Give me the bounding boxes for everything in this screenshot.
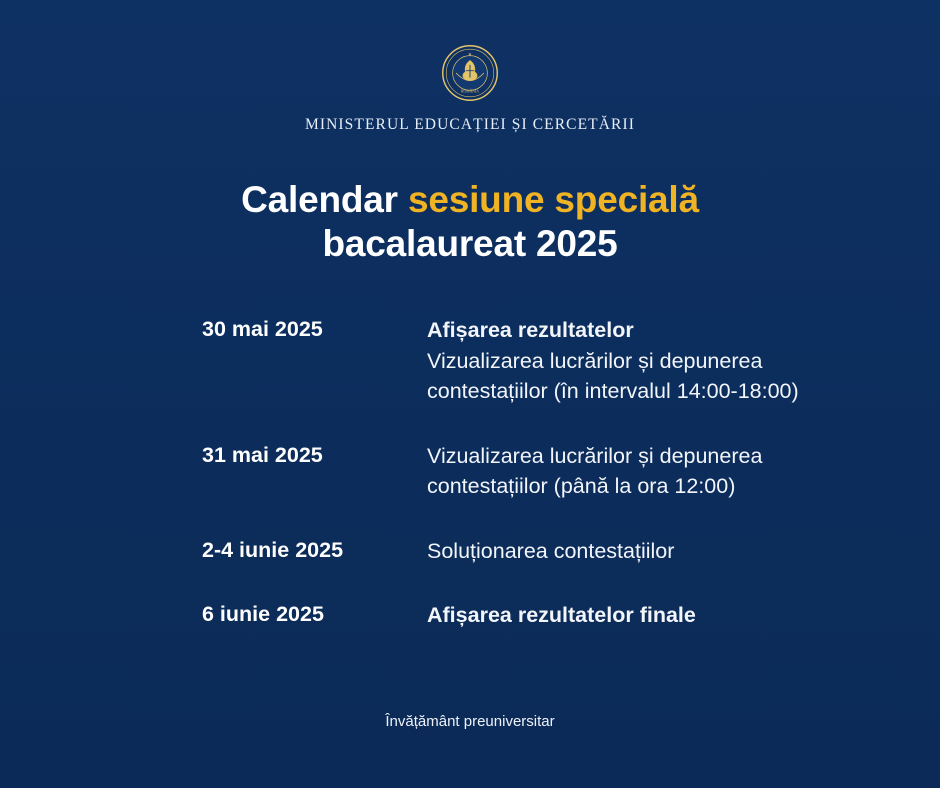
schedule-date: 30 mai 2025: [202, 317, 323, 342]
schedule-description-bold: Afișarea rezultatelor: [427, 318, 634, 343]
footer-note: Învățământ preuniversitar: [385, 713, 555, 730]
schedule-description: [427, 600, 850, 631]
ministry-name: MINISTERUL EDUCAȚIEI ȘI CERCETĂRII: [304, 116, 635, 133]
title-accent-part: sesiune specială: [407, 179, 699, 220]
schedule-date: 2-4 iunie 2025: [202, 537, 344, 562]
schedule-description: [427, 536, 850, 567]
title-line-1: [241, 178, 699, 222]
schedule-row: [202, 315, 850, 407]
schedule-description: [427, 441, 850, 502]
schedule-description: [427, 315, 850, 407]
schedule-row: [202, 600, 850, 631]
schedule-list: [90, 315, 850, 631]
romania-coat-of-arms-icon: [441, 44, 499, 102]
title-plain-part: Calendar: [241, 179, 408, 220]
schedule-description-normal: Soluționarea contestațiilor: [427, 538, 675, 563]
schedule-date: 31 mai 2025: [202, 442, 323, 467]
schedule-description-normal: Vizualizarea lucrărilor și depunerea contestațiilor (în intervalul 14:00-18:00): [427, 348, 799, 404]
page-title: [241, 178, 699, 265]
schedule-date: 6 iunie 2025: [202, 602, 324, 627]
svg-text:★: ★: [468, 51, 472, 57]
schedule-description-normal: Vizualizarea lucrărilor și depunerea contestațiilor (până la ora 12:00): [427, 443, 763, 499]
title-line-2: bacalaureat 2025: [322, 222, 618, 264]
schedule-row: [202, 536, 850, 567]
schedule-description-bold: Afișarea rezultatelor finale: [427, 603, 696, 628]
poster-header: [305, 44, 635, 134]
svg-text:ROMÂNIA: ROMÂNIA: [460, 89, 479, 94]
schedule-row: [202, 441, 850, 502]
